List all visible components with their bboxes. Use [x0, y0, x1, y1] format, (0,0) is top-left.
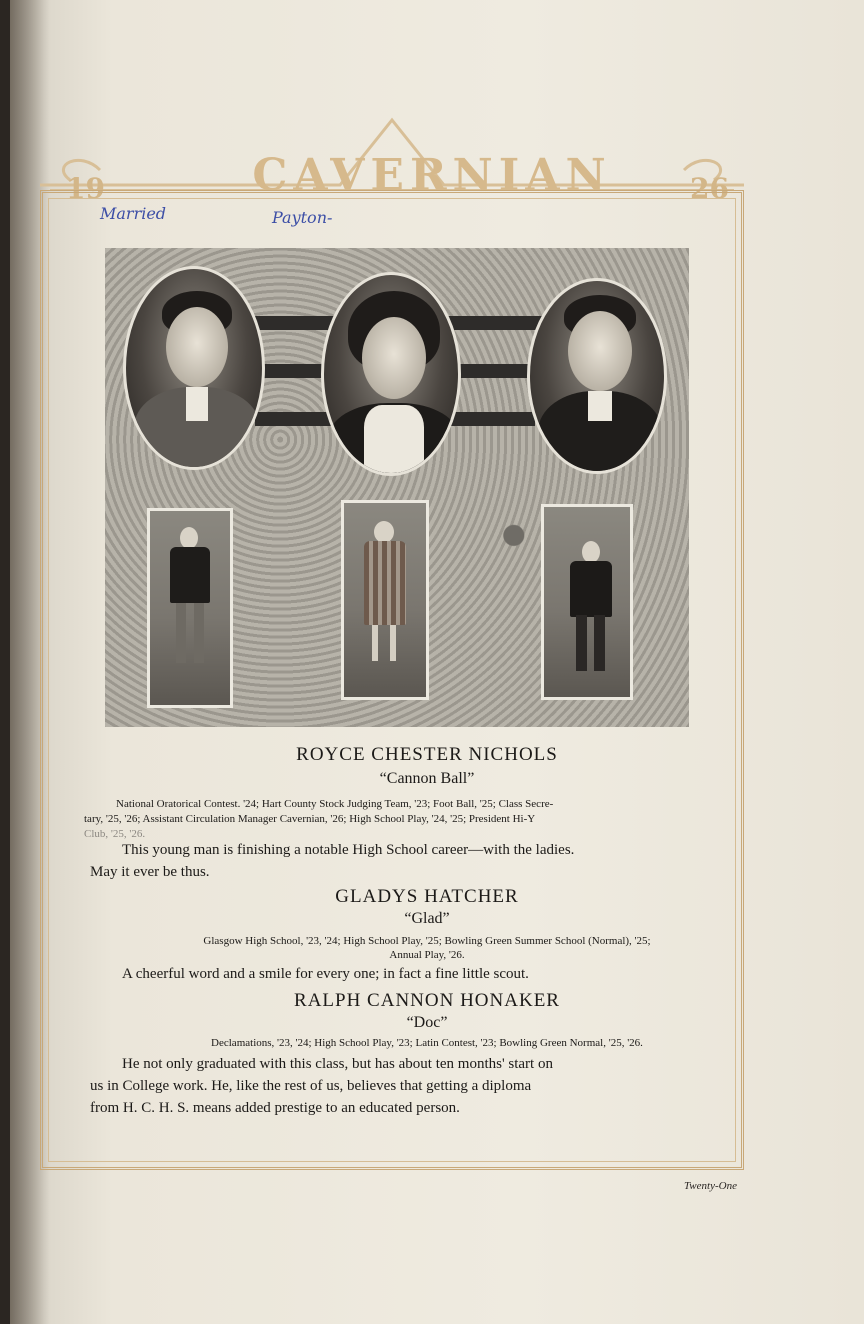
entry-description-royce-line1: This young man is finishing a notable High School career—with the ladies.: [122, 842, 575, 858]
year-right: 26: [690, 172, 729, 205]
year-left: 19: [66, 172, 105, 205]
entry-activities-royce-line3: Club, '25, '26.: [84, 828, 146, 840]
entry-name-ralph: RALPH CANNON HONAKER: [294, 990, 560, 1011]
entry-activities-royce-line2: tary, '25, '26; Assistant Circulation Manager Cavernian, '26; High School Play, '24, '25; President Hi-Y: [84, 813, 536, 825]
photo-panel: [105, 248, 689, 727]
portrait-ralph-honaker: [527, 278, 667, 474]
entry-activities-gladys-line1: Glasgow High School, '23, '24; High School Play, '25; Bowling Green Summer School (Normal), '25;: [203, 935, 651, 947]
snapshot-gladys-hatcher: [341, 500, 429, 700]
entry-description-ralph-line3: from H. C. H. S. means added prestige to an educated person.: [90, 1100, 460, 1116]
entry-description-gladys: A cheerful word and a smile for every one; in fact a fine little scout.: [122, 966, 529, 982]
snapshot-royce-nichols: [147, 508, 233, 708]
entry-nickname-royce: “Cannon Ball”: [379, 770, 475, 787]
entry-name-royce: ROYCE CHESTER NICHOLS: [296, 744, 558, 765]
entry-description-royce-line2: May it ever be thus.: [90, 864, 210, 880]
portrait-gladys-hatcher: [321, 272, 461, 476]
entry-activities-gladys-line2: Annual Play, '26.: [389, 949, 465, 961]
entry-nickname-gladys: “Glad”: [404, 910, 450, 927]
entry-nickname-ralph: “Doc”: [406, 1014, 448, 1031]
portrait-royce-nichols: [123, 266, 265, 470]
handwritten-note-payton: Payton-: [272, 208, 333, 227]
page-number: Twenty-One: [684, 1180, 737, 1192]
snapshot-ralph-honaker: [541, 504, 633, 700]
handwritten-note-married: Married: [100, 204, 167, 223]
entry-description-ralph-line1: He not only graduated with this class, but has about ten months' start on: [122, 1056, 553, 1072]
masthead-title: CAVERNIAN: [252, 150, 612, 201]
entry-name-gladys: GLADYS HATCHER: [335, 886, 519, 907]
entry-activities-royce-line1: National Oratorical Contest. '24; Hart County Stock Judging Team, '23; Foot Ball, '25; Class Secre-: [116, 798, 554, 810]
entry-description-ralph-line2: us in College work. He, like the rest of us, believes that getting a diploma: [90, 1078, 532, 1094]
entry-activities-ralph: Declamations, '23, '24; High School Play, '23; Latin Contest, '23; Bowling Green Normal, '25, '26.: [211, 1037, 643, 1049]
